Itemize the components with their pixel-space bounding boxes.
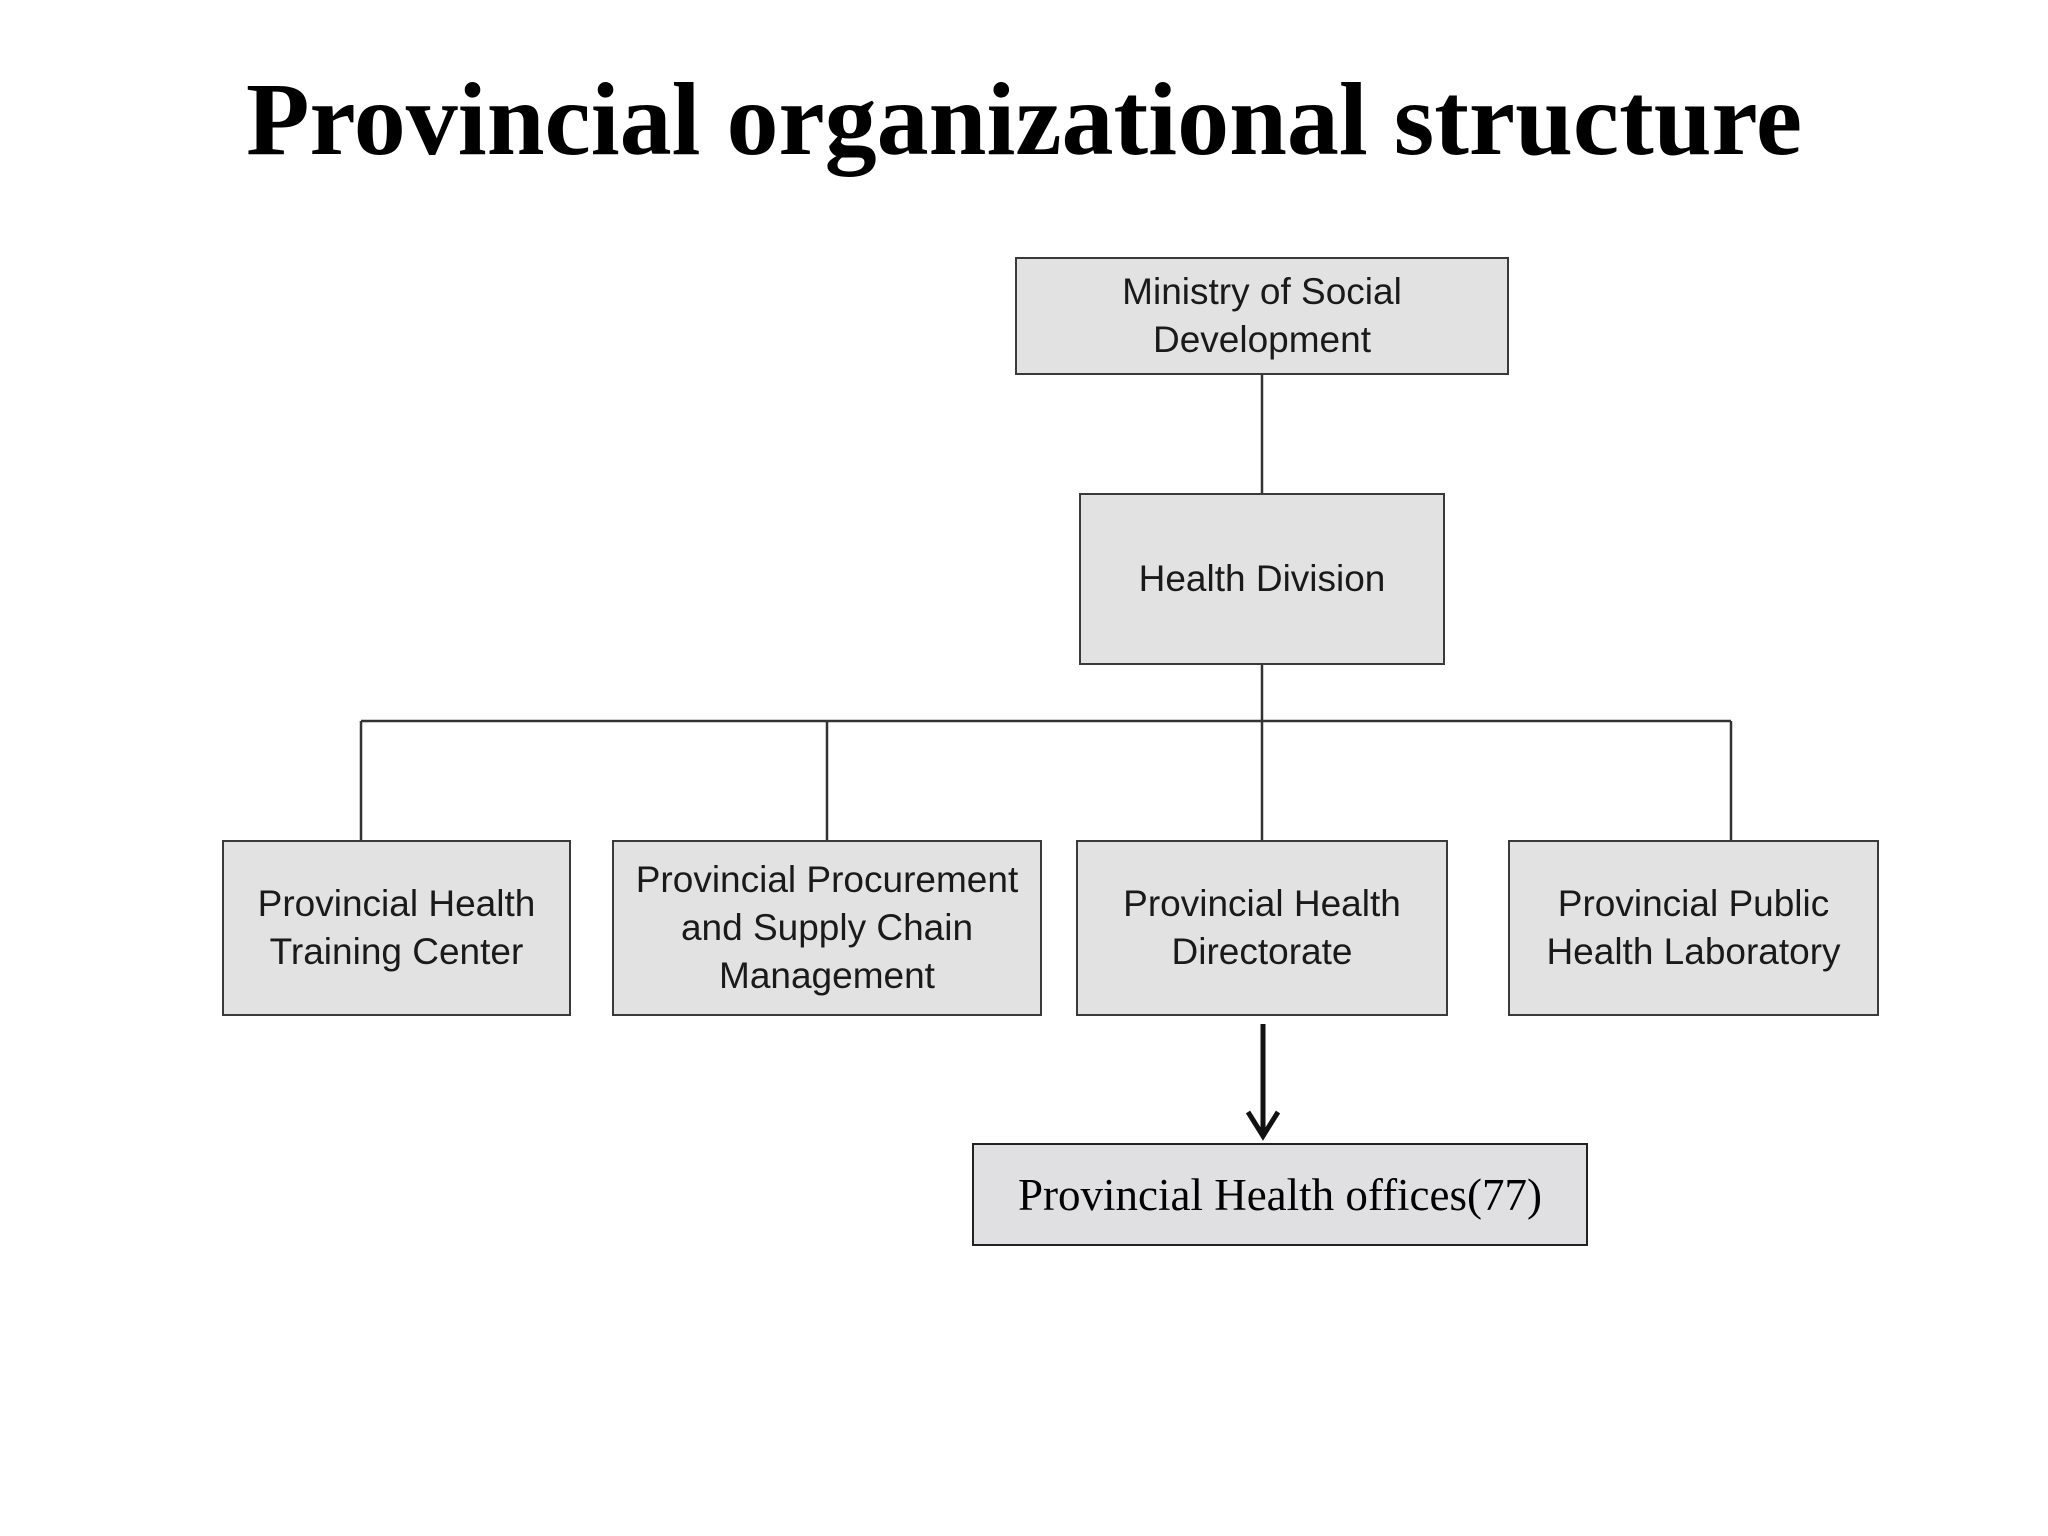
node-laboratory: [1508, 840, 1879, 1016]
node-health-division-label: Health Division: [1138, 558, 1386, 599]
node-training-center: [222, 840, 571, 1016]
node-training-center-label: Provincial Health Training Center: [257, 883, 536, 972]
node-procurement: [612, 840, 1042, 1016]
node-ministry-label: Ministry of Social Development: [1122, 271, 1402, 360]
node-health-offices-label: Provincial Health offices(77): [1017, 1169, 1542, 1220]
arrow-down-icon: [1248, 1024, 1278, 1136]
node-directorate-label: Provincial Health Directorate: [1123, 883, 1401, 972]
node-health-division: [1079, 493, 1445, 665]
node-procurement-label: Provincial Procurement and Supply Chain Management: [635, 859, 1019, 996]
node-health-offices: [972, 1143, 1588, 1246]
node-directorate: [1076, 840, 1448, 1016]
page-title: Provincial organizational structure: [246, 62, 1802, 177]
node-ministry: [1015, 257, 1509, 375]
node-laboratory-label: Provincial Public Health Laboratory: [1546, 883, 1841, 972]
